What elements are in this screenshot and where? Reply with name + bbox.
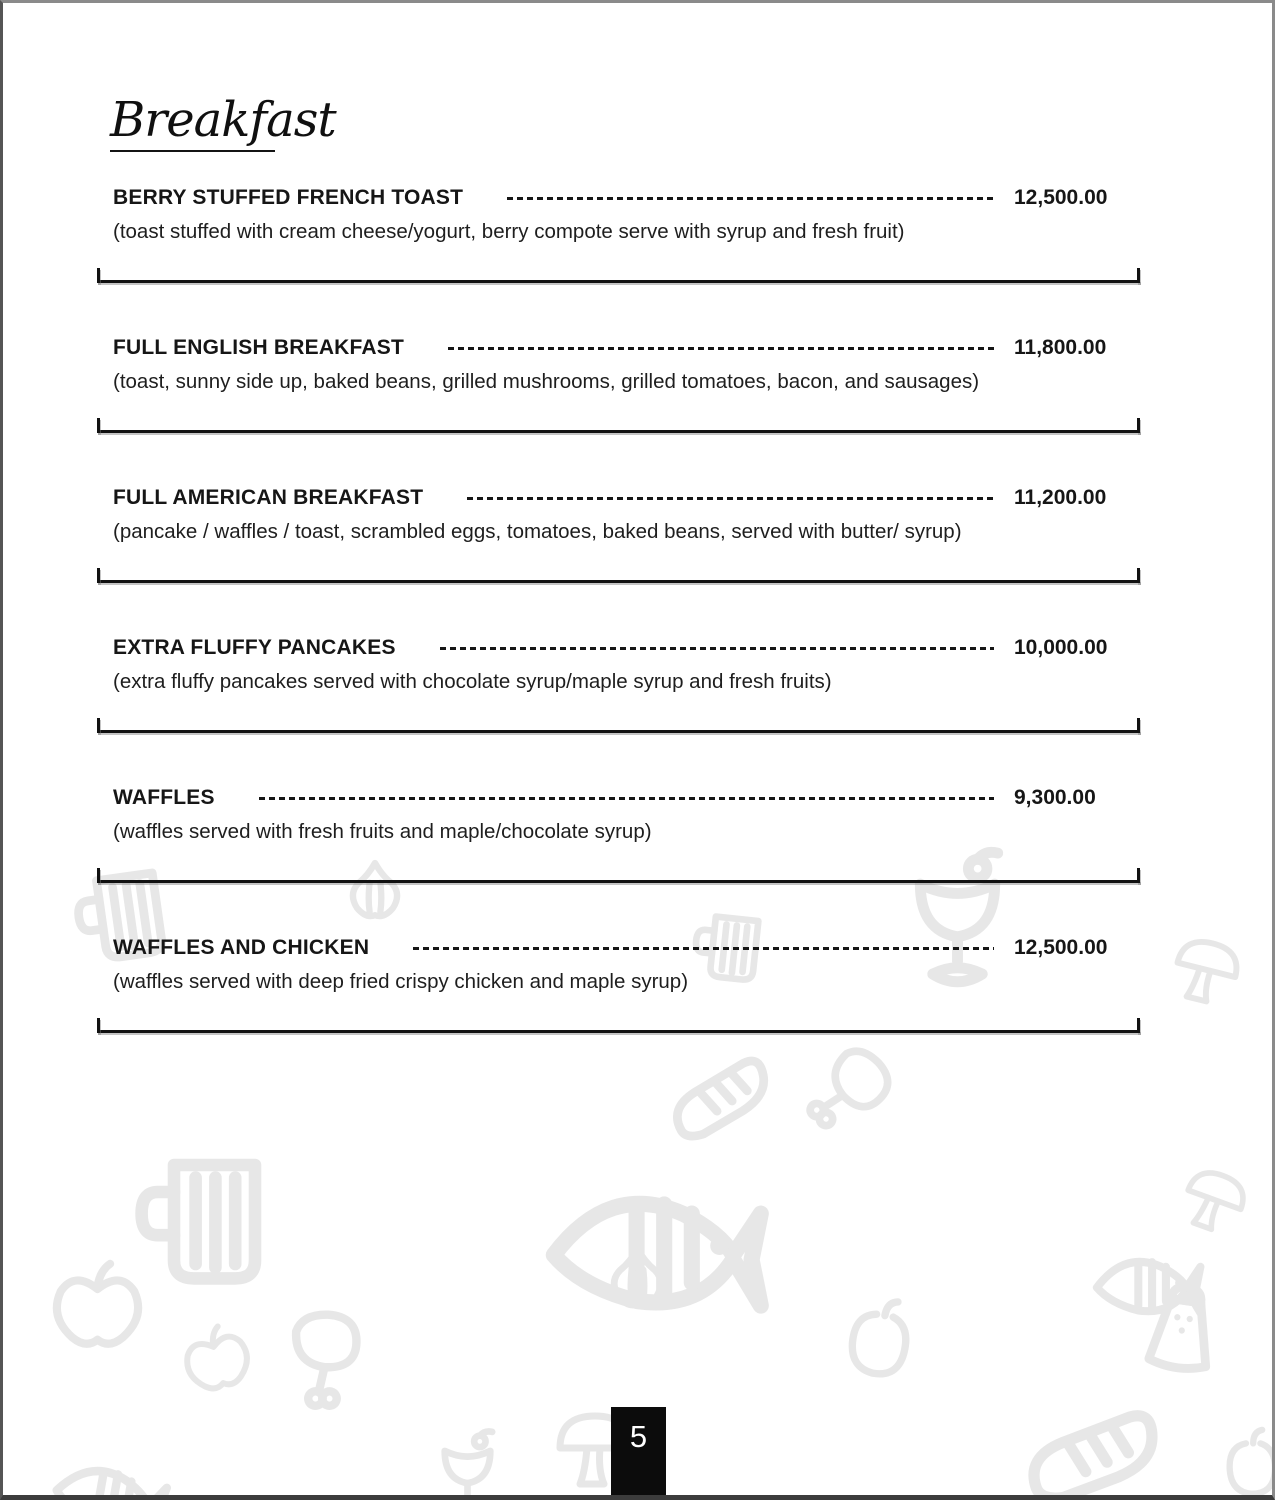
item-description: (pancake / waffles / toast, scrambled eggs, tomatoes, baked beans, served with butter/ syrup) — [113, 519, 962, 543]
menu-item — [97, 636, 1140, 733]
menu-item — [97, 486, 1140, 583]
menu-item — [97, 936, 1140, 1033]
title-underline — [110, 150, 275, 152]
section-divider — [97, 1030, 1140, 1033]
item-description: (toast, sunny side up, baked beans, grilled mushrooms, grilled tomatoes, bacon, and sausages) — [113, 369, 980, 393]
item-description: (waffles served with deep fried crispy chicken and maple syrup) — [113, 969, 689, 993]
item-description: (extra fluffy pancakes served with chocolate syrup/maple syrup and fresh fruits) — [113, 669, 832, 693]
menu-item — [97, 786, 1140, 883]
dotted-leader — [448, 347, 994, 350]
item-name: BERRY STUFFED FRENCH TOAST — [113, 185, 464, 209]
section-header — [110, 94, 1275, 152]
dotted-leader — [413, 947, 994, 950]
item-name: WAFFLES — [113, 785, 215, 809]
item-price: 11,800.00 — [1014, 335, 1107, 359]
dotted-leader — [507, 197, 994, 200]
dotted-leader — [259, 797, 994, 800]
item-price: 10,000.00 — [1014, 635, 1108, 659]
section-divider — [97, 280, 1140, 283]
menu-item — [97, 336, 1140, 433]
item-name: FULL AMERICAN BREAKFAST — [113, 485, 424, 509]
section-divider — [97, 580, 1140, 583]
item-price: 12,500.00 — [1014, 935, 1108, 959]
dotted-leader — [467, 497, 994, 500]
menu-item — [97, 186, 1140, 283]
item-name: EXTRA FLUFFY PANCAKES — [113, 635, 396, 659]
dotted-leader — [440, 647, 994, 650]
item-price: 11,200.00 — [1014, 485, 1107, 509]
item-price: 9,300.00 — [1014, 785, 1096, 809]
page-title: Breakfast — [110, 92, 336, 148]
item-description: (toast stuffed with cream cheese/yogurt, berry compote serve with syrup and fresh fruit) — [113, 219, 905, 243]
item-name: WAFFLES AND CHICKEN — [113, 935, 370, 959]
page-number: 5 — [629, 1419, 648, 1454]
item-description: (waffles served with fresh fruits and maple/chocolate syrup) — [113, 819, 652, 843]
page-number-badge — [611, 1407, 666, 1495]
section-divider — [97, 430, 1140, 433]
section-divider — [97, 880, 1140, 883]
item-name: FULL ENGLISH BREAKFAST — [113, 335, 405, 359]
menu-list — [97, 186, 1140, 1033]
item-price: 12,500.00 — [1014, 185, 1108, 209]
section-divider — [97, 730, 1140, 733]
